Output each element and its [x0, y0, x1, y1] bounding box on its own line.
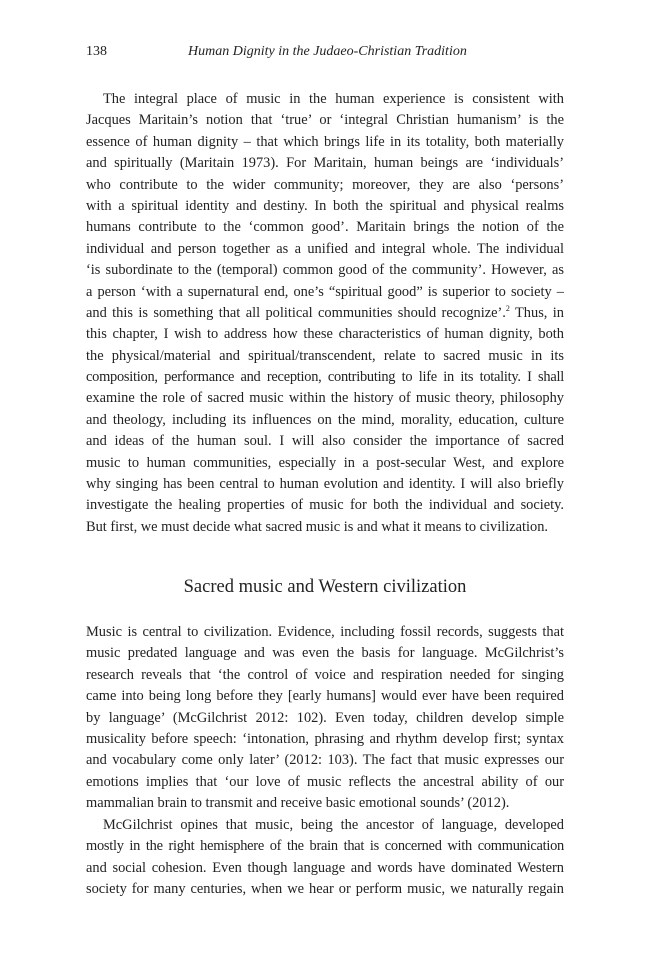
text-line: composition, performance and reception, contributing to life in its totality. I shall: [86, 369, 564, 386]
text-line: individual and person together as a unified and integral whole. The individual: [86, 240, 564, 257]
footnote-ref[interactable]: 2: [505, 303, 510, 313]
text-line: Jacques Maritain’s notion that ‘true’ or ‘integral Christian humanism’ is the: [86, 112, 564, 129]
text-line: came into being long before they [early humans] would ever have been required: [86, 688, 564, 705]
text-line: musicality before speech: ‘intonation, phrasing and rhythm develop first; syntax: [86, 730, 564, 747]
text-line: and spiritually (Maritain 1973). For Maritain, human beings are ‘individuals’: [86, 155, 564, 172]
text-line: by language’ (McGilchrist 2012: 102). Even today, children develop simple: [86, 709, 564, 726]
text-line: with a spiritual identity and destiny. In both the spiritual and physical realms: [86, 197, 564, 214]
page-number: 138: [86, 44, 107, 59]
text-line: investigate the healing properties of music for both the individual and society.: [86, 497, 564, 514]
text-line: McGilchrist opines that music, being the ancestor of language, developed: [103, 817, 564, 833]
text-line: mostly in the right hemisphere of the brain that is concerned with communication: [86, 838, 564, 855]
text-line: music to human communities, especially in a post-secular West, and explore: [86, 454, 564, 471]
text-line: examine the role of sacred music within the history of music theory, philosophy: [86, 390, 564, 407]
text-line: the physical/material and spiritual/transcendent, relate to sacred music in its: [86, 347, 564, 364]
running-header: [86, 44, 566, 66]
text-line: a person ‘with a supernatural end, one’s “spiritual good” is superior to society –: [86, 283, 564, 300]
text-line: music predated language and was even the basis for language. McGilchrist’s: [86, 645, 564, 662]
text-line: society for many centuries, when we hear or perform music, we naturally regain: [86, 881, 564, 898]
text-line: this chapter, I wish to address how these characteristics of human dignity, both: [86, 326, 564, 343]
paragraph-music-central: [86, 622, 564, 815]
text-line: mammalian brain to transmit and receive basic emotional sounds’ (2012).: [86, 795, 510, 812]
text-line: who contribute to the wider community; moreover, they are also ‘persons’: [86, 176, 564, 193]
text-line: essence of human dignity – that which brings life in its totality, both materially: [86, 133, 564, 150]
text-line: and social cohesion. Even though language and words have dominated Western: [86, 859, 564, 876]
text-line: and theology, including its influences on the mind, morality, education, culture: [86, 411, 564, 428]
text-segment: and this is something that all political communities should recognize’.: [86, 304, 506, 321]
section-heading: Sacred music and Western civilization: [183, 577, 467, 597]
text-line: humans contribute to the ‘common good’. Maritain brings the notion of the: [86, 219, 564, 236]
paragraph-mcgilchrist: [86, 815, 564, 901]
text-line: and ideas of the human soul. I will also consider the importance of sacred: [86, 433, 564, 450]
running-title: Human Dignity in the Judaeo-Christian Tradition: [188, 44, 467, 59]
text-line: The integral place of music in the human experience is consistent with: [103, 91, 564, 107]
text-line: But first, we must decide what sacred music is and what it means to civilization.: [86, 518, 548, 535]
text-segment: Thus, in: [509, 304, 564, 321]
text-line: research reveals that ‘the control of voice and respiration needed for singing: [86, 666, 564, 683]
text-line: why singing has been central to human evolution and identity. I will also briefly: [86, 476, 564, 493]
text-line-with-footnote: [86, 303, 564, 324]
text-line: Music is central to civilization. Evidence, including fossil records, suggests that: [86, 624, 564, 640]
paragraph-maritain: [86, 89, 564, 538]
text-line: and vocabulary come only later’ (2012: 103). The fact that music expresses our: [86, 752, 564, 769]
text-line: ‘is subordinate to the (temporal) common good of the community’. However, as: [86, 262, 564, 279]
text-line: emotions implies that ‘our love of music reflects the ancestral ability of our: [86, 773, 564, 790]
